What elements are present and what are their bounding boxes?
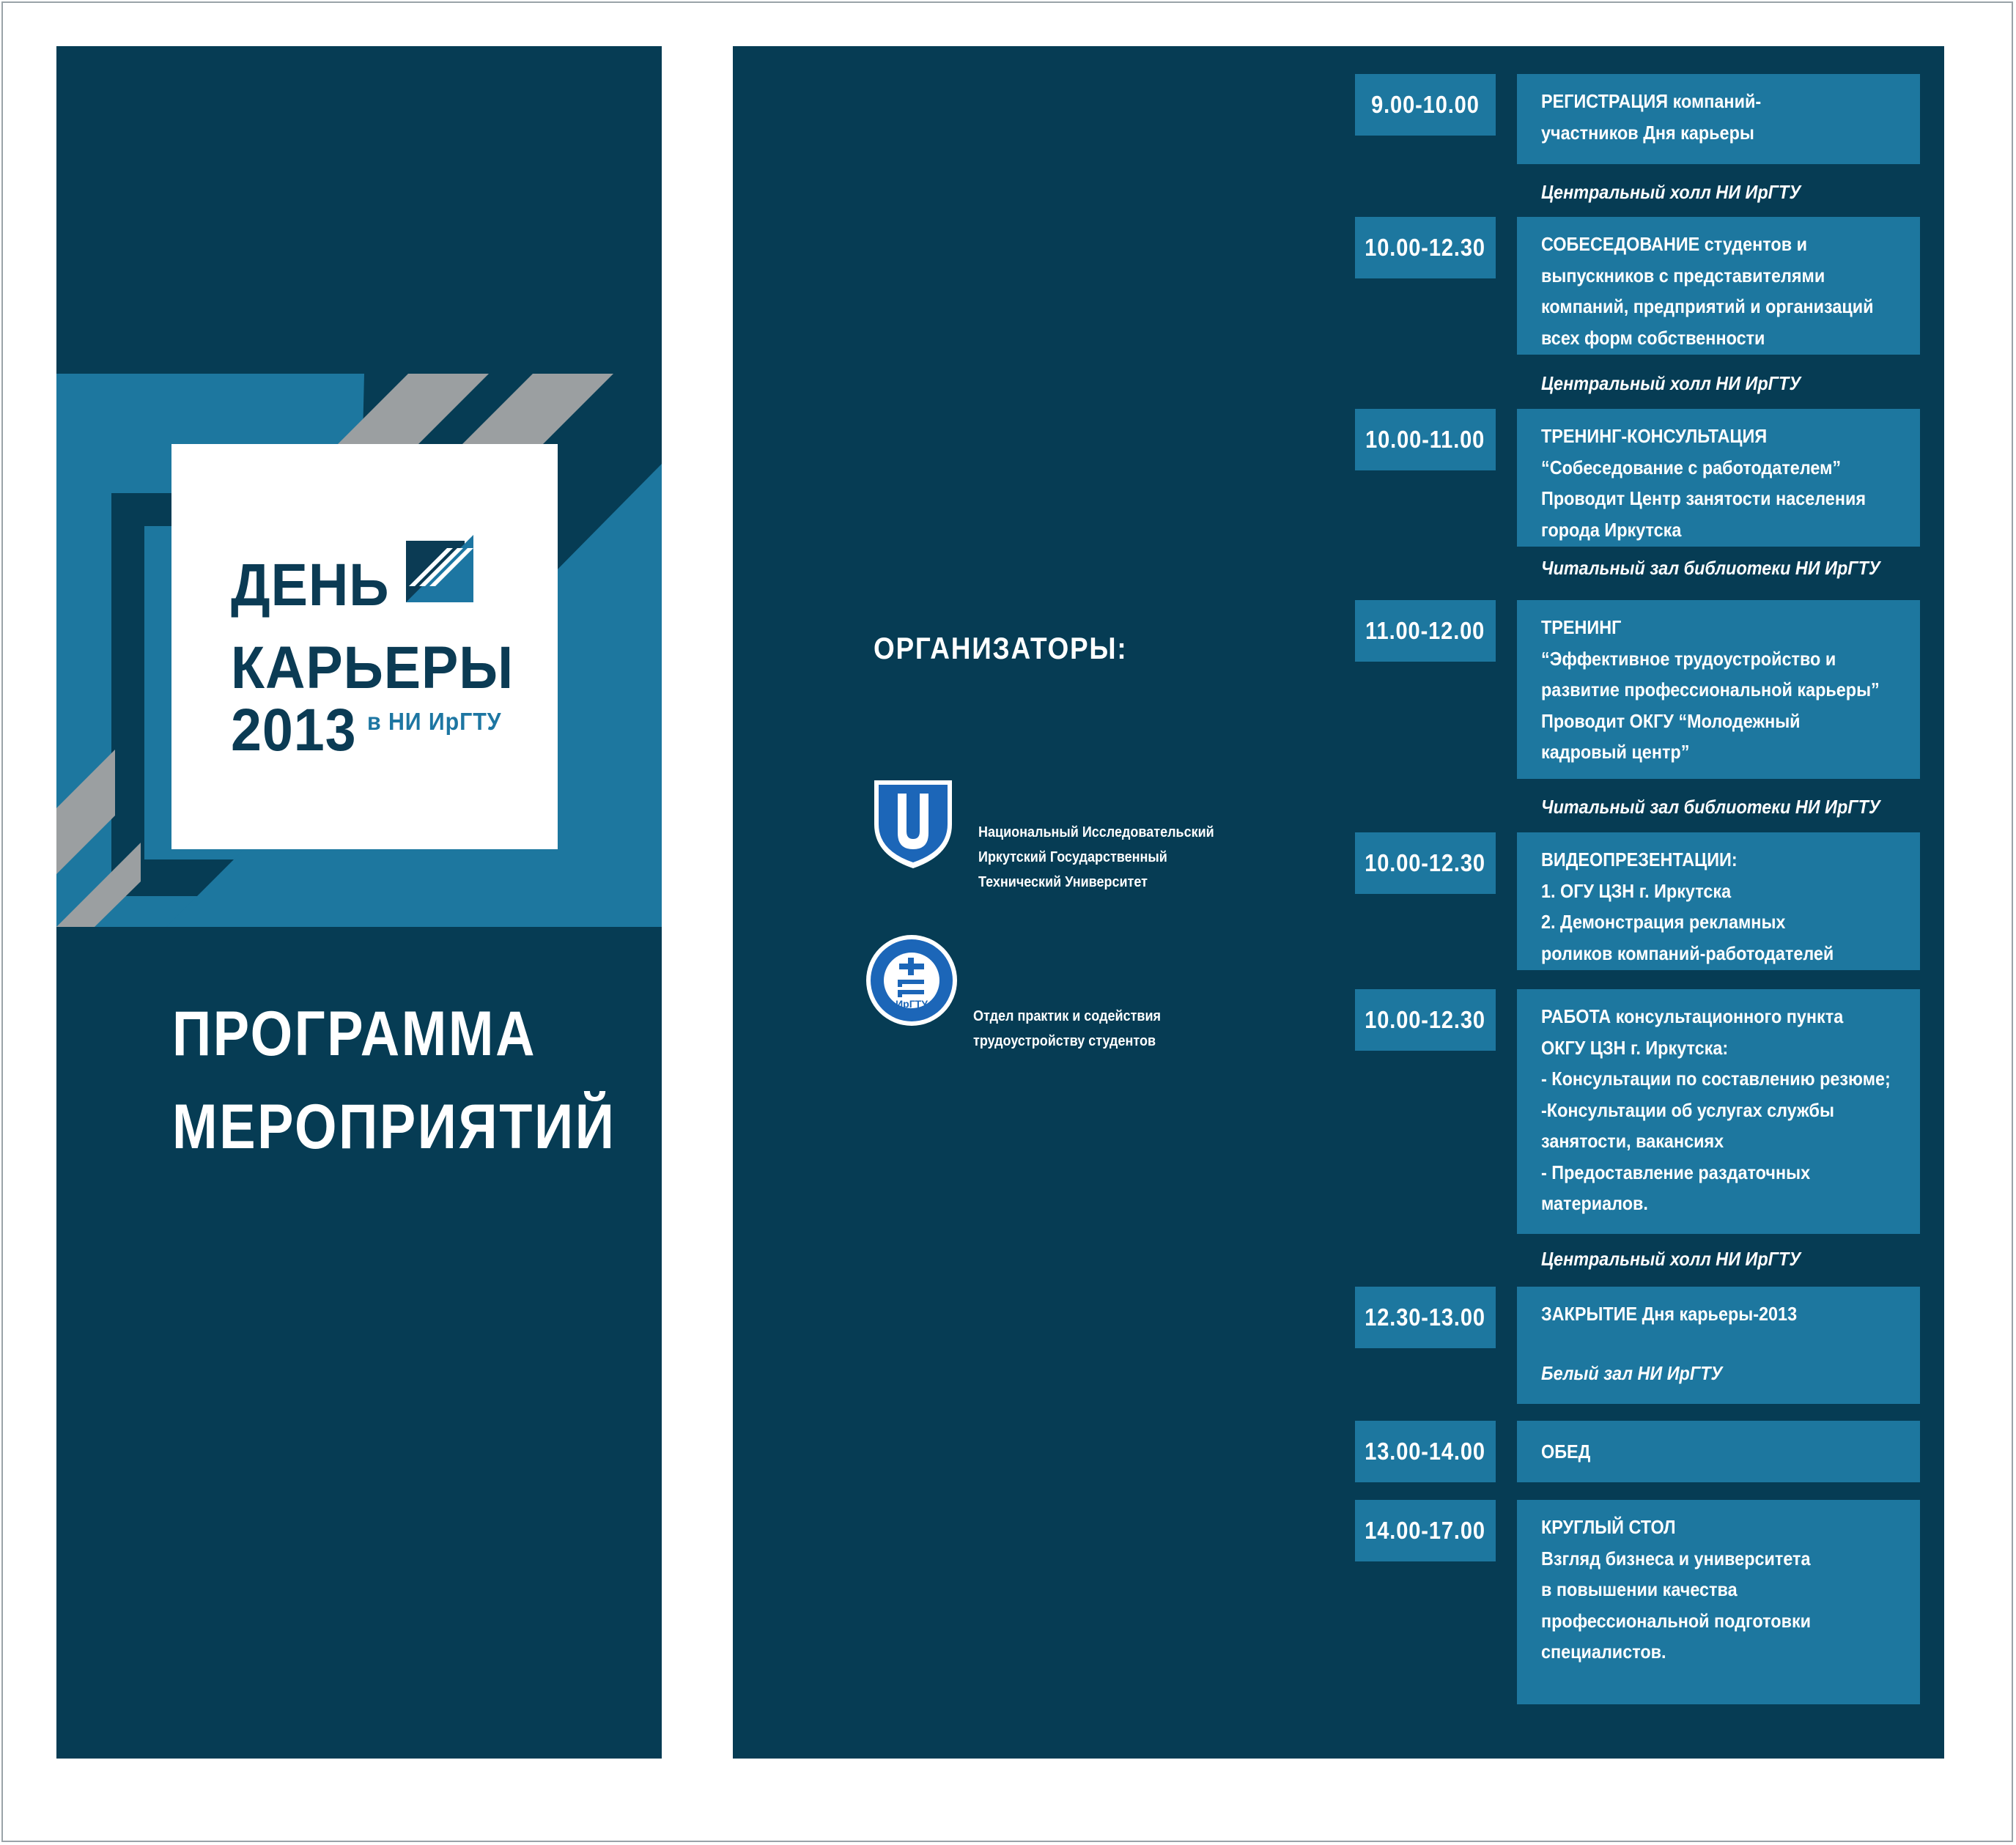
org2-name — [973, 1004, 1191, 1054]
logo-text-line1: ДЕНЬ — [231, 552, 390, 618]
event-description — [1517, 1287, 1920, 1404]
event-line: выпускников с представителями — [1541, 264, 1825, 286]
event-line: специалистов. — [1541, 1641, 1666, 1663]
seal-label: ИрГТУ — [896, 998, 928, 1010]
logo-subtitle: в НИ ИрГТУ — [367, 708, 502, 735]
event-line: СОБЕСЕДОВАНИЕ студентов и — [1541, 233, 1807, 255]
event-line: РАБОТА консультационного пункта — [1541, 1005, 1844, 1027]
event-description — [1517, 409, 1920, 547]
logo-mark-icon — [406, 535, 473, 602]
cover-panel — [56, 46, 662, 1759]
university-shield-logo-icon — [873, 779, 953, 870]
org1-line: Иркутский Государственный — [978, 849, 1167, 865]
event-line: - Предоставление раздаточных — [1541, 1161, 1811, 1183]
org1-line: Национальный Исследовательский — [978, 824, 1214, 840]
org2-line: Отдел практик и содействия — [973, 1008, 1162, 1024]
logo-text-year: 2013 — [231, 697, 357, 763]
event-line: “Эффективное трудоустройство и — [1541, 647, 1836, 670]
event-line: в повышении качества — [1541, 1578, 1738, 1600]
event-description — [1517, 600, 1920, 779]
event-line: материалов. — [1541, 1192, 1648, 1214]
event-line: КРУГЛЫЙ СТОЛ — [1541, 1516, 1676, 1538]
time-slot: 10.00-11.00 — [1355, 409, 1496, 470]
event-line: ЗАКРЫТИЕ Дня карьеры-2013 — [1541, 1303, 1798, 1325]
event-location: Центральный холл НИ ИрГТУ — [1541, 1248, 1801, 1270]
event-line: ОБЕД — [1541, 1441, 1591, 1463]
event-location: Читальный зал библиотеки НИ ИрГТУ — [1541, 796, 1880, 818]
event-line: Проводит ОКГУ “Молодежный — [1541, 709, 1801, 732]
program-title-line1: ПРОГРАММА — [172, 999, 537, 1069]
event-line: - Консультации по составлению резюме; — [1541, 1068, 1891, 1090]
event-line: занятости, вакансиях — [1541, 1130, 1724, 1152]
organizers-heading: ОРГАНИЗАТОРЫ: — [874, 631, 1128, 665]
time-slot: 10.00-12.30 — [1355, 832, 1496, 894]
time-slot: 9.00-10.00 — [1355, 74, 1496, 136]
event-line: ТРЕНИНГ — [1541, 616, 1622, 638]
org1-name — [978, 820, 1236, 895]
event-description — [1517, 74, 1920, 164]
time-slot: 10.00-12.30 — [1355, 989, 1496, 1051]
event-line: 2. Демонстрация рекламных — [1541, 911, 1786, 933]
event-line: всех форм собственности — [1541, 326, 1765, 349]
program-title-line2: МЕРОПРИЯТИЙ — [172, 1092, 616, 1162]
schedule-panel — [733, 46, 1944, 1759]
event-line: роликов компаний-работодателей — [1541, 942, 1834, 964]
cover-decoration — [56, 46, 662, 1759]
event-line: развитие профессиональной карьеры” — [1541, 679, 1880, 700]
event-logo — [171, 444, 558, 849]
event-location: Центральный холл НИ ИрГТУ — [1541, 372, 1801, 394]
event-description — [1517, 989, 1920, 1234]
event-line: кадровый центр” — [1541, 741, 1690, 763]
event-line: профессиональной подготовки — [1541, 1609, 1812, 1632]
time-slot: 14.00-17.00 — [1355, 1500, 1496, 1561]
event-location: Центральный холл НИ ИрГТУ — [1541, 181, 1801, 203]
event-line: -Консультации об услугах службы — [1541, 1098, 1834, 1121]
org2-line: трудоустройству студентов — [973, 1033, 1156, 1049]
event-line: ВИДЕОПРЕЗЕНТАЦИИ: — [1541, 848, 1738, 870]
event-line: Взгляд бизнеса и университета — [1541, 1547, 1811, 1569]
event-line: города Иркутска — [1541, 518, 1682, 541]
event-location: Белый зал НИ ИрГТУ — [1541, 1361, 1723, 1384]
department-seal-icon — [865, 934, 958, 1027]
event-description — [1517, 1500, 1920, 1704]
time-slot: 12.30-13.00 — [1355, 1287, 1496, 1348]
time-slot: 10.00-12.30 — [1355, 217, 1496, 278]
time-slot: 11.00-12.00 — [1355, 600, 1496, 662]
event-line: ТРЕНИНГ-КОНСУЛЬТАЦИЯ — [1541, 425, 1768, 447]
event-line: компаний, предприятий и организаций — [1541, 295, 1874, 317]
event-location: Читальный зал библиотеки НИ ИрГТУ — [1541, 557, 1880, 579]
org1-line: Технический Университет — [978, 874, 1148, 890]
logo-text-line2: КАРЬЕРЫ — [231, 635, 514, 701]
event-line: участников Дня карьеры — [1541, 121, 1754, 144]
event-line: 1. ОГУ ЦЗН г. Иркутска — [1541, 879, 1732, 902]
event-description — [1517, 832, 1920, 970]
event-description — [1517, 1421, 1920, 1482]
event-line: РЕГИСТРАЦИЯ компаний- — [1541, 90, 1762, 112]
event-line: ОКГУ ЦЗН г. Иркутска: — [1541, 1036, 1729, 1059]
event-line: Проводит Центр занятости населения — [1541, 487, 1866, 509]
event-description — [1517, 217, 1920, 355]
event-line: “Собеседование с работодателем” — [1541, 456, 1842, 478]
time-slot: 13.00-14.00 — [1355, 1421, 1496, 1482]
